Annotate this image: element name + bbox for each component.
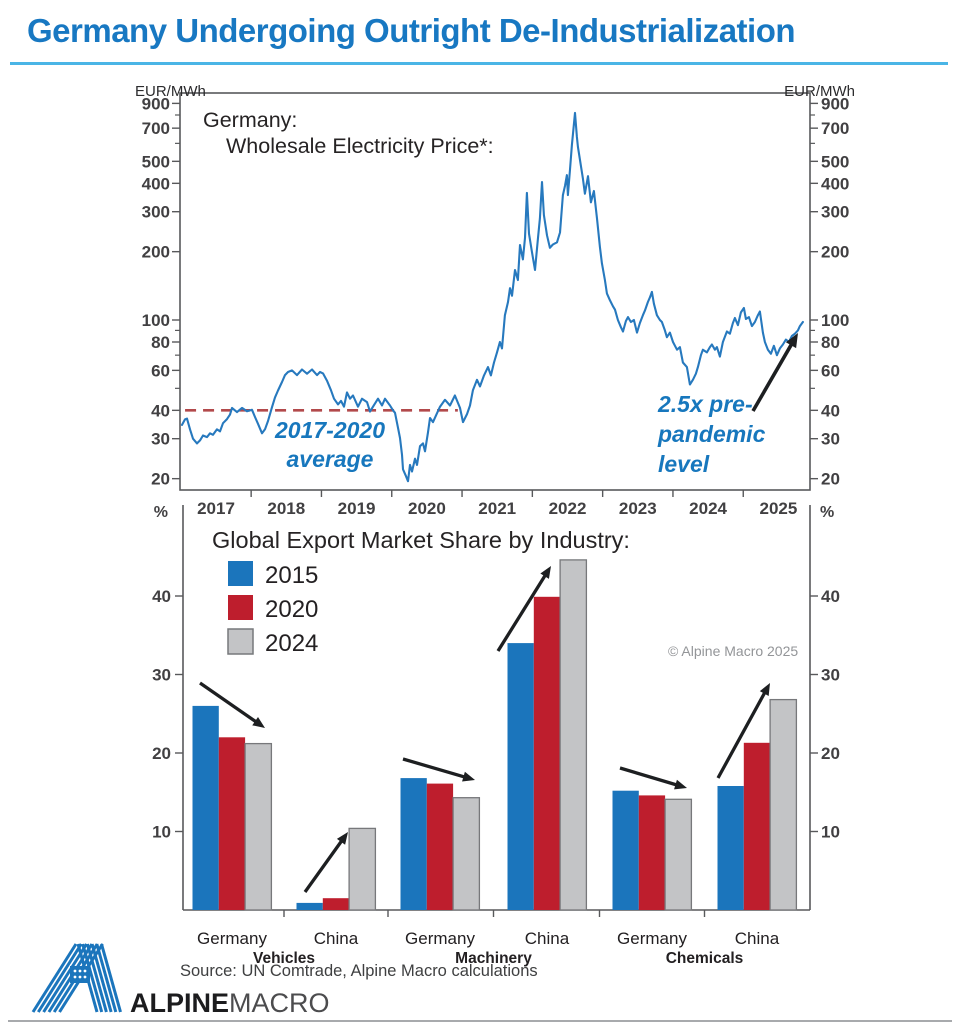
bar-2020-germany-vehicles (219, 737, 245, 910)
chart-title: Global Export Market Share by Industry: (212, 527, 630, 553)
country-label: China (524, 929, 570, 948)
y-tick-label: 60 (151, 361, 170, 381)
y-tick-label: 60 (821, 361, 840, 381)
x-tick-label: 2020 (407, 499, 446, 518)
y-tick-label: 900 (141, 94, 170, 114)
bar-2024-china-machinery (560, 560, 586, 910)
y-tick-label: 10 (821, 822, 840, 842)
y-tick-label: 20 (821, 469, 840, 489)
logo-text-alpine: ALPINE (130, 988, 230, 1018)
y-tick-label: 40 (821, 587, 840, 606)
level-annotation-line2: pandemic (658, 421, 766, 447)
unit-right: % (820, 504, 835, 521)
y-tick-label: 10 (152, 822, 171, 842)
x-tick-label: 2022 (548, 499, 587, 518)
trend-arrow-head (462, 772, 475, 782)
y-axis-unit-right: EUR/MWh (784, 83, 855, 100)
y-tick-label: 20 (152, 744, 171, 763)
avg-annotation-line1: 2017-2020 (275, 417, 385, 443)
alpine-macro-logo-text (130, 988, 330, 1019)
unit-left: % (153, 504, 168, 521)
electricity-price-chart (135, 83, 855, 518)
y-tick-label: 400 (821, 174, 850, 194)
industry-label: Vehicles (252, 950, 316, 967)
legend-label-2020: 2020 (265, 596, 319, 623)
bar-2024-china-vehicles (349, 828, 375, 910)
bar-2015-china-vehicles (297, 903, 323, 910)
bar-2024-germany-chemicals (665, 799, 691, 910)
industry-label: Chemicals (665, 950, 744, 967)
chart-title-line2: Wholesale Electricity Price*: (226, 134, 494, 158)
industry-label: Machinery (455, 950, 532, 967)
y-tick-label: 80 (821, 332, 840, 352)
x-tick-label: 2024 (689, 499, 728, 518)
y-tick-label: 700 (141, 119, 170, 139)
page-title: Germany Undergoing Outright De-Industrialization (27, 12, 796, 49)
alpine-macro-logo-mark (30, 941, 132, 1015)
y-tick-label: 80 (151, 332, 170, 352)
logo-text-macro: MACRO (229, 988, 330, 1018)
bar-2020-china-chemicals (744, 743, 770, 910)
bar-2020-china-vehicles (323, 898, 349, 910)
source-note: Source: UN Comtrade, Alpine Macro calculations (180, 962, 538, 980)
y-tick-label: 20 (821, 744, 840, 763)
trend-arrow-shaft (620, 768, 681, 786)
bar-2024-germany-machinery (453, 798, 479, 910)
y-tick-label: 40 (151, 401, 170, 421)
level-annotation-line3: level (658, 451, 710, 477)
bar-2024-china-chemicals (770, 700, 796, 910)
bar-2020-germany-machinery (427, 784, 453, 910)
y-tick-label: 100 (141, 311, 170, 330)
logo-window-dot (84, 976, 87, 979)
y-tick-label: 100 (821, 311, 850, 330)
level-annotation-line1: 2.5x pre- (658, 391, 753, 417)
export-share-chart (152, 504, 840, 967)
logo-window-dot (79, 976, 82, 979)
x-tick-label: 2018 (267, 499, 306, 518)
y-tick-label: 300 (821, 202, 850, 222)
logo-window-dot (79, 970, 82, 973)
y-axis-unit-left: EUR/MWh (135, 83, 206, 100)
bar-2015-china-chemicals (718, 786, 744, 910)
chart-title-line1: Germany: (203, 108, 298, 132)
footer-rule (8, 1020, 952, 1022)
y-tick-label: 30 (821, 429, 840, 449)
y-tick-label: 500 (141, 152, 170, 172)
y-tick-label: 400 (141, 174, 170, 194)
y-tick-label: 30 (821, 665, 840, 685)
bar-2015-germany-vehicles (193, 706, 219, 910)
country-label: Germany (617, 929, 687, 948)
x-tick-label: 2021 (478, 499, 517, 518)
copyright-note: © Alpine Macro 2025 (668, 643, 799, 659)
x-tick-label: 2019 (337, 499, 376, 518)
trend-arrow-shaft (305, 837, 344, 892)
logo-window (70, 966, 90, 983)
legend-swatch-2020 (228, 595, 253, 620)
trend-arrow-shaft (753, 340, 794, 411)
logo-window-dot (74, 976, 77, 979)
y-tick-label: 900 (821, 94, 850, 114)
legend-label-2015: 2015 (265, 562, 319, 589)
logo-window-dot (84, 970, 87, 973)
y-tick-label: 40 (821, 401, 840, 421)
y-tick-label: 200 (141, 242, 170, 262)
y-tick-label: 30 (152, 665, 171, 685)
country-label: Germany (405, 929, 475, 948)
bar-2015-germany-chemicals (613, 791, 639, 910)
bar-2024-germany-vehicles (245, 744, 271, 910)
x-tick-label: 2017 (197, 499, 235, 518)
y-tick-label: 700 (821, 119, 850, 139)
y-tick-label: 40 (152, 587, 171, 606)
avg-annotation-line2: average (286, 446, 374, 472)
legend-swatch-2024 (228, 629, 253, 654)
y-tick-label: 20 (151, 469, 170, 489)
country-label: Germany (197, 929, 267, 948)
logo-window-dot (74, 970, 77, 973)
x-tick-label: 2025 (759, 499, 798, 518)
country-label: China (313, 929, 359, 948)
y-tick-label: 30 (151, 429, 170, 449)
bar-2020-germany-chemicals (639, 795, 665, 910)
country-label: China (734, 929, 780, 948)
y-tick-label: 500 (821, 152, 850, 172)
bar-2020-china-machinery (534, 597, 560, 910)
legend-swatch-2015 (228, 561, 253, 586)
trend-arrow-shaft (403, 759, 469, 778)
bar-2015-china-machinery (508, 643, 534, 910)
legend-label-2024: 2024 (265, 630, 319, 657)
bar-2015-germany-machinery (401, 778, 427, 910)
y-tick-label: 200 (821, 242, 850, 262)
trend-arrow-head (674, 780, 687, 790)
x-tick-label: 2023 (618, 499, 657, 518)
y-tick-label: 300 (141, 202, 170, 222)
